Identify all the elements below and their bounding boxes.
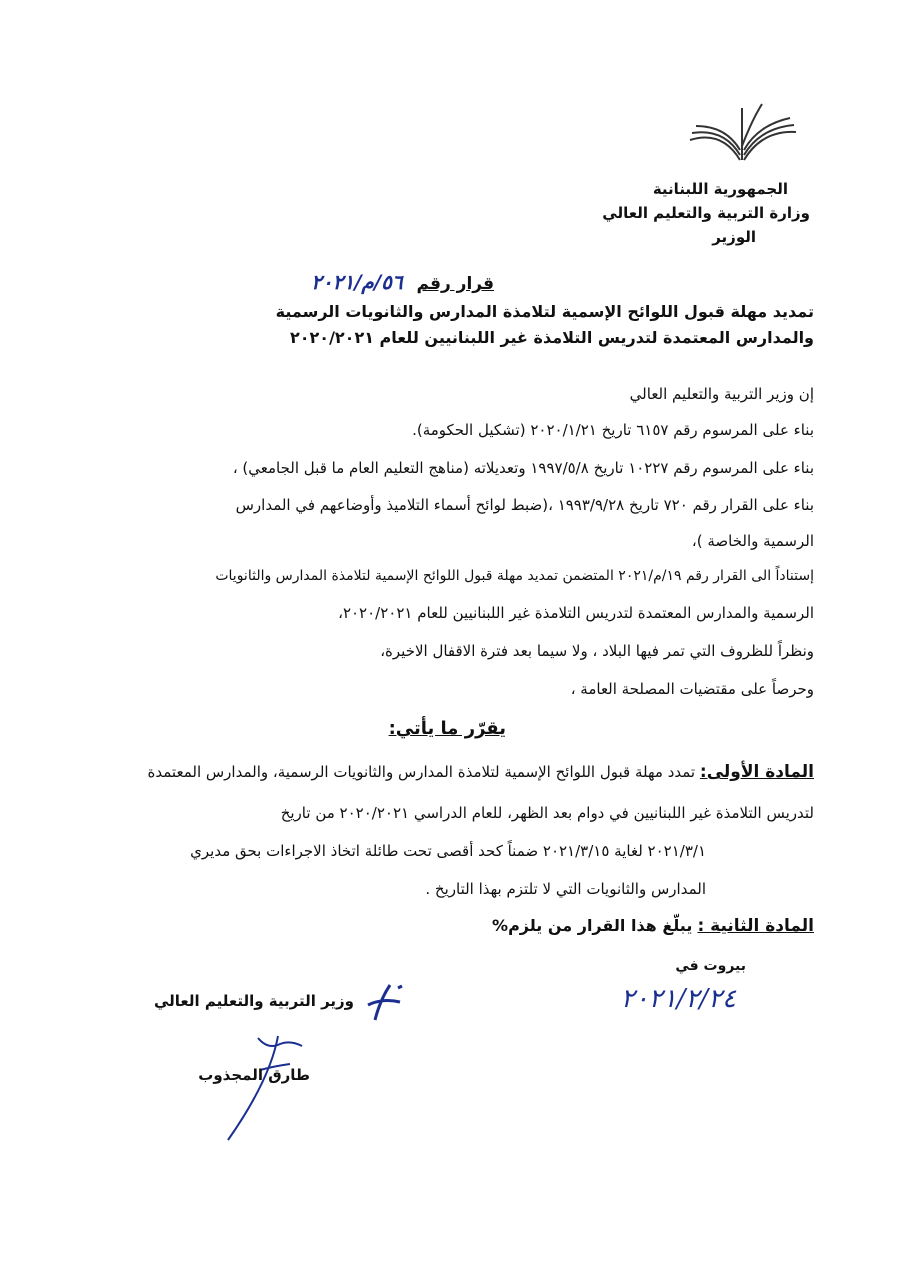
preamble-line: بناء على القرار رقم ٧٢٠ تاريخ ١٩٩٣/٩/٢٨ ،(ضبط لوائح أسماء التلاميذ وأوضاعهم في المدارس — [235, 496, 814, 514]
minister-office: الوزير — [712, 228, 756, 246]
article2-label: المادة الثانية : — [697, 916, 814, 936]
ministry-name: وزارة التربية والتعليم العالي — [602, 204, 810, 222]
date-handwritten: ٢٠٢١/٢/٢٤ — [620, 984, 736, 1014]
decision-number-handwritten: ٥٦/م/٢٠٢١ — [311, 270, 403, 294]
article2-line — [492, 916, 814, 936]
article1-label: المادة الأولى: — [699, 762, 814, 782]
decision-title-line2: والمدارس المعتمدة لتدريس التلامذة غير اللبنانيين للعام ٢٠٢٠/٢٠٢١ — [290, 328, 814, 347]
preamble-line: ونظراً للظروف التي تمر فيها البلاد ، ولا سيما بعد فترة الاقفال الاخيرة، — [380, 642, 814, 660]
preamble-line: بناء على المرسوم رقم ١٠٢٢٧ تاريخ ١٩٩٧/٥/٨ وتعديلاته (مناهج التعليم العام ما قبل الجامعي) ، — [232, 459, 814, 477]
preamble-line: إن وزير التربية والتعليم العالي — [629, 385, 814, 403]
decision-number-label: قرار رقم — [416, 274, 494, 294]
initials-icon — [360, 980, 410, 1025]
place-label: بيروت في — [675, 958, 746, 974]
article2-text: يبلّغ هذا القرار من يلزم% — [492, 916, 693, 935]
ministry-logo-icon — [682, 100, 802, 175]
preamble-line: إستناداً الى القرار رقم ١٩/م/٢٠٢١ المتضمن تمديد مهلة قبول اللوائح الإسمية لتلامذة المدارس والثانويات — [215, 568, 814, 584]
preamble-line: الرسمية والخاصة )، — [691, 532, 814, 550]
article1-line4: المدارس والثانويات التي لا تلتزم بهذا التاريخ . — [425, 880, 706, 898]
article1-line1 — [148, 762, 814, 782]
article1-text: تمدد مهلة قبول اللوائح الإسمية لتلامذة المدارس والثانويات الرسمية، والمدارس المعتمدة — [147, 763, 696, 781]
signature-title: وزير التربية والتعليم العالي — [153, 992, 354, 1010]
preamble-line: بناء على المرسوم رقم ٦١٥٧ تاريخ ٢٠٢٠/١/٢١ (تشكيل الحكومة). — [412, 421, 814, 439]
decides-heading: يقرّر ما يأتي: — [388, 718, 506, 739]
preamble-line: الرسمية والمدارس المعتمدة لتدريس التلامذة غير اللبنانيين للعام ٢٠٢٠/٢٠٢١، — [338, 604, 814, 622]
preamble-line: وحرصاً على مقتضيات المصلحة العامة ، — [570, 680, 814, 698]
decision-number-line — [311, 270, 494, 294]
signatory-name: طارق المجذوب — [198, 1066, 310, 1084]
signature-icon — [220, 1030, 320, 1145]
country-name: الجمهورية اللبنانية — [652, 180, 788, 198]
article1-line3: ٢٠٢١/٣/١ لغاية ٢٠٢١/٣/١٥ ضمناً كحد أقصى تحت طائلة اتخاذ الاجراءات بحق مديري — [190, 842, 706, 860]
article1-line2: لتدريس التلامذة غير اللبنانيين في دوام بعد الظهر، للعام الدراسي ٢٠٢٠/٢٠٢١ من تاريخ — [280, 804, 814, 822]
decision-title-line1: تمديد مهلة قبول اللوائح الإسمية لتلامذة المدارس والثانويات الرسمية — [275, 302, 814, 321]
